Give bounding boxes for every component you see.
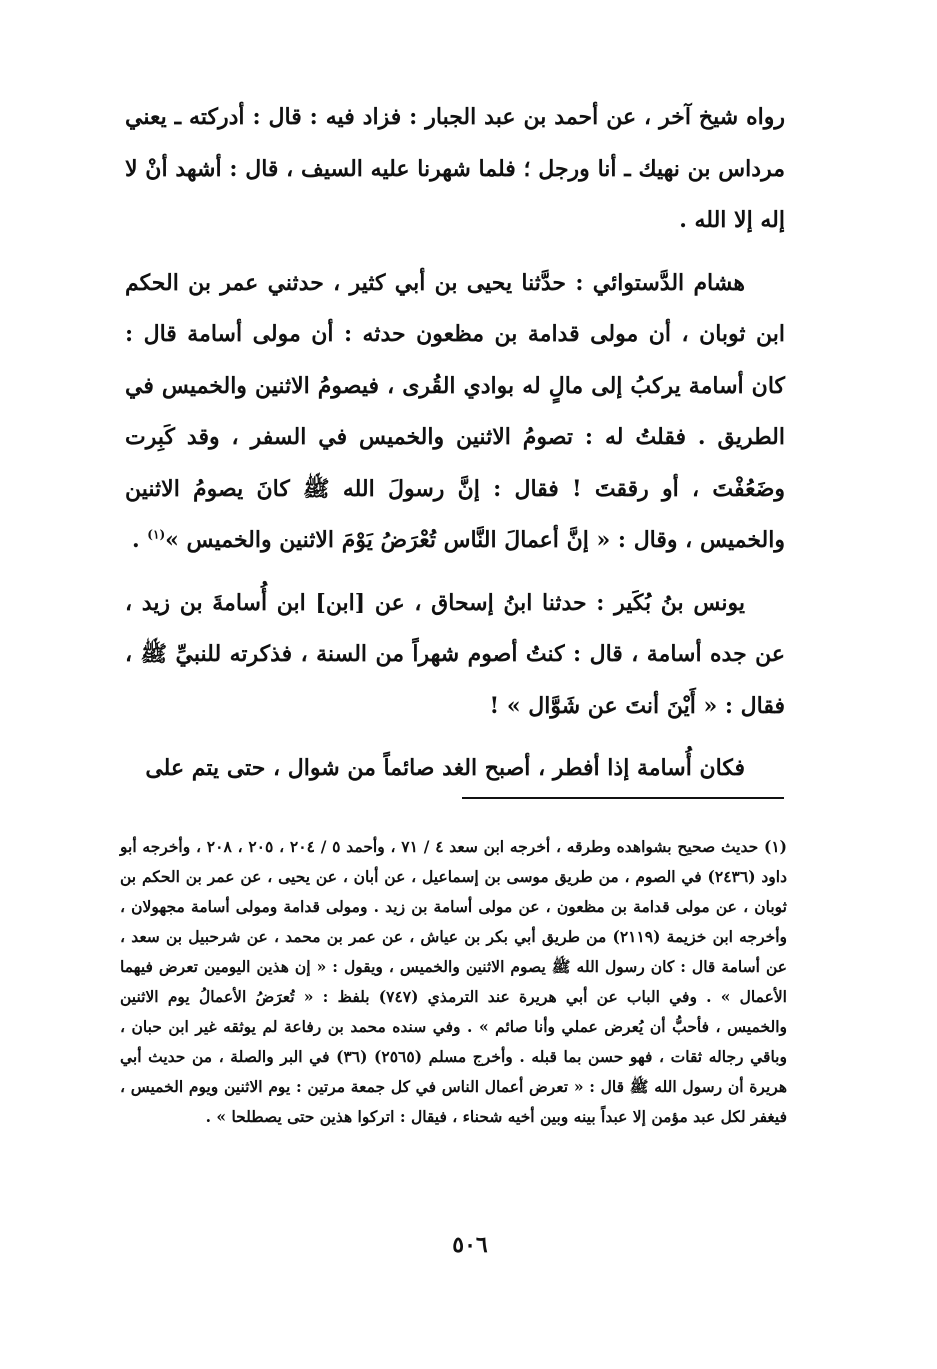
page-number: ٥٠٦ [452, 1232, 488, 1258]
footnote-1: (١) حديث صحيح بشواهده وطرقه ، أخرجه ابن سعد ٤ / ٧١ ، وأحمد ٥ / ٢٠٤ ، ٢٠٥ ، ٢٠٨ ، وأخرجه أبو داود (٢٤٣٦) في الصوم ، من طريق موسى بن إسماعيل ، عن أبان ، عن يحيى ، عن عمر بن الحكم بن ثوبان ، عن مولى قدامة بن مظعون ، عن مولى أسامة بن زيد . ومولى قدامة ومولى أسامة مجهولان ، وأخرجه ابن خزيمة (٢١١٩) من طريق أبي بكر بن عياش ، عن عمر بن محمد ، عن شرحبيل بن سعد ، عن أسامة قال : كان رسول الله ﷺ يصوم الاثنين والخميس ، ويقول : « إن هذين اليومين تعرض فيهما الأعمال » . وفي الباب عن أبي هريرة عند الترمذي (٧٤٧) بلفظ : « تُعرَضُ الأعمالُ يوم الاثنين والخميس ، فأحبُّ أن يُعرض عملي وأنا صائم » . وفي سنده محمد بن رفاعة لم يوثقه غير ابن حبان ، وباقي رجاله ثقات ، فهو حسن بما قبله . وأخرج مسلم (٢٥٦٥) (٣٦) في البر والصلة ، من حديث أبي هريرة أن رسول الله ﷺ قال : « تعرض أعمال الناس في كل جمعة مرتين : يوم الاثنين ويوم الخميس ، فيغفر لكل عبد مؤمن إلا عبداً بينه وبين أخيه شحناء ، فيقال : اتركوا هذين حتى يصطلحا » . [120, 837, 787, 1126]
paragraph-3: يونس بنُ بُكَير : حدثنا ابنُ إسحاق ، عن [ابن] ابن أُسامةَ بن زيد ، عن جده أسامة ، قال : كنتُ أصوم شهراً من السنة ، فذكرته للنبيِّ ﷺ ، فقال : « أَيْنَ أنتَ عن شَوَّال » ! [125, 589, 785, 719]
paragraph-2-text: هشام الدَّستوائي : حدَّثنا يحيى بن أبي كثير ، حدثني عمر بن الحكم ابن ثوبان ، أن مولى قدامة بن مظعون حدثه : أن مولى أسامة قال : كان أسامة يركبُ إلى مالٍ له بوادي القُرى ، فيصومُ الاثنين والخميس في الطريق . فقلتُ له : تصومُ الاثنين والخميس في السفر ، وقد كَبِرت وضَعُفْتَ ، أو رققتَ ! فقال : إنَّ رسولَ الله ﷺ كانَ يصومُ الاثنين والخميس ، وقال : « إنَّ أعمالَ النَّاس تُعْرَضُ يَوْمَ الاثنين والخميس » [125, 269, 785, 553]
paragraph-2 [125, 258, 785, 567]
footnotes [120, 832, 787, 1132]
paragraph-2-end: . [131, 527, 148, 553]
main-text [125, 92, 785, 806]
footnote-marker[interactable]: (١) [147, 527, 166, 542]
paragraph-1: رواه شيخ آخر ، عن أحمد بن عبد الجبار : فزاد فيه : قال : أدركته ـ يعني مرداس بن نهيك ـ أنا ورجل ؛ فلما شهرنا عليه السيف ، قال : أشهد أنْ لا إله إلا الله . [125, 104, 786, 233]
footnote-separator [462, 797, 784, 799]
paragraph-4: فكان أُسامة إذا أفطر ، أصبح الغد صائماً من شوال ، حتى يتم على [145, 755, 745, 781]
